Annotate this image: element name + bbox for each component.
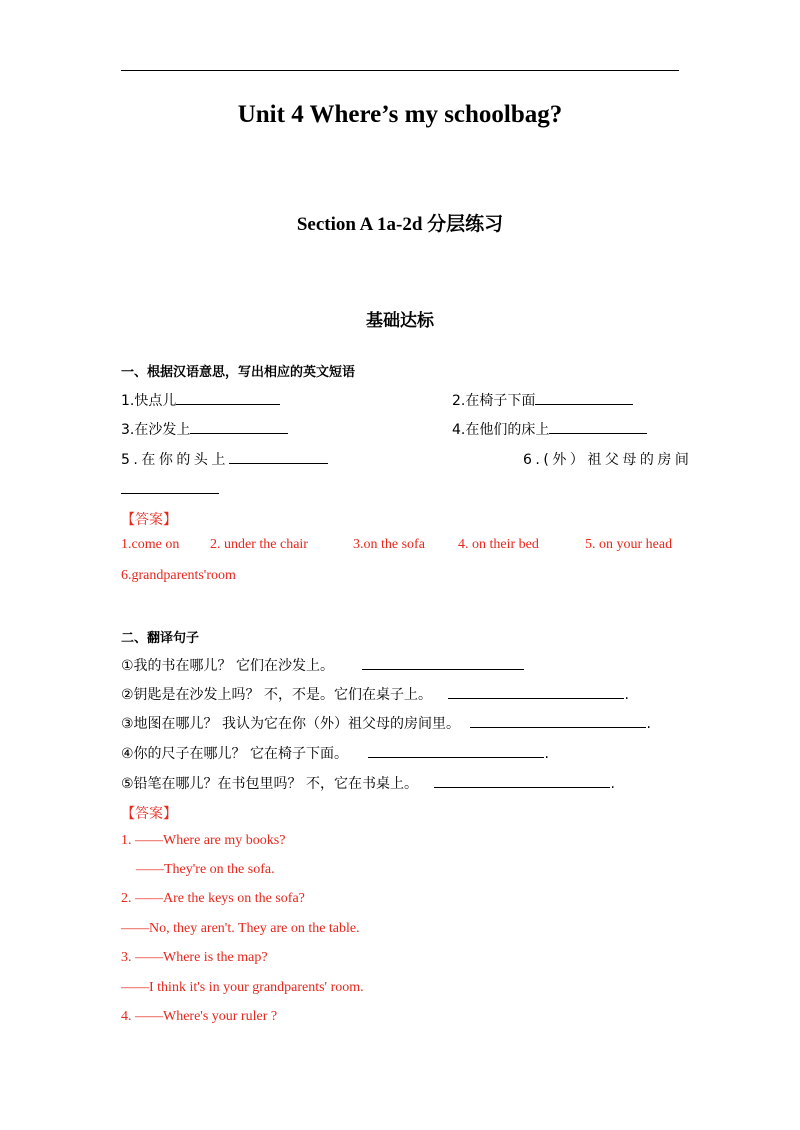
answer-blank[interactable] (121, 479, 219, 494)
part1-item-5 (121, 449, 328, 469)
answer-text: 6.grandparents'room (121, 568, 236, 583)
part1-item-4 (452, 419, 647, 439)
answer-text: 4. on their bed (458, 537, 539, 552)
item-text: ③地图在哪儿？ 我认为它在你（外）祖父母的房间里。 (121, 716, 460, 732)
part2-item-3 (121, 713, 651, 733)
item-text: ①我的书在哪儿？ 它们在沙发上。 (121, 658, 335, 674)
part1-item-3 (121, 419, 288, 439)
part1-heading: 一、根据汉语意思，写出相应的英文短语 (121, 365, 356, 380)
part2-item-2 (121, 684, 629, 704)
item-end: . (610, 776, 615, 792)
item-text: 5.在你的头上 (121, 452, 229, 468)
page-title: Unit 4 Where’s my schoolbag? (237, 101, 563, 128)
answer-text: 4. ——Where's your ruler ? (121, 1009, 278, 1024)
item-text: 2.在椅子下面 (452, 393, 536, 409)
answer-text: 3. ——Where is the map? (121, 950, 268, 965)
answer-blank[interactable] (470, 713, 646, 728)
answer-label: 【答案】 (121, 512, 177, 528)
part2-heading: 二、翻译句子 (121, 631, 200, 646)
item-text: 3.在沙发上 (121, 422, 191, 438)
answer-blank[interactable] (549, 419, 647, 434)
answer-text: 1.come on (121, 537, 180, 552)
answer-text: 2. ——Are the keys on the sofa? (121, 891, 305, 906)
answer-text: 5. on your head (585, 537, 673, 552)
part2-item-4 (121, 743, 549, 763)
answer-blank[interactable] (229, 449, 328, 464)
answer-blank[interactable] (368, 743, 544, 758)
part1-item-6 (523, 449, 692, 469)
answer-text: ——They're on the sofa. (136, 862, 275, 877)
answer-blank[interactable] (535, 390, 633, 405)
answer-blank[interactable] (190, 419, 288, 434)
answer-text: 1. ——Where are my books? (121, 833, 286, 848)
answer-label: 【答案】 (121, 806, 177, 822)
header-rule (121, 70, 679, 71)
item-end: . (646, 716, 651, 732)
item-text: 4.在他们的床上 (452, 422, 550, 438)
part2-item-1 (121, 655, 524, 675)
answer-blank[interactable] (176, 390, 280, 405)
answer-text: ——No, they aren't. They are on the table. (121, 921, 360, 936)
item-text: ④你的尺子在哪儿？ 它在椅子下面。 (121, 746, 349, 762)
level-heading: 基础达标 (366, 311, 434, 331)
item-text: 6.(外）祖父母的房间 (523, 452, 693, 468)
answer-blank[interactable] (434, 773, 610, 788)
part1-item-1 (121, 390, 280, 410)
answer-text: 3.on the sofa (353, 537, 425, 552)
answer-blank[interactable] (362, 655, 524, 670)
item-text: ②钥匙是在沙发上吗？ 不，不是。它们在桌子上。 (121, 687, 432, 703)
answer-text: ——I think it's in your grandparents' room. (121, 980, 364, 995)
item-text: ⑤铅笔在哪儿？在书包里吗？ 不，它在书桌上。 (121, 776, 418, 792)
part2-item-5 (121, 773, 615, 793)
item-end: . (624, 687, 629, 703)
answer-blank[interactable] (448, 684, 624, 699)
item-end: . (544, 746, 549, 762)
answer-text: 2. under the chair (210, 537, 308, 552)
part1-item-2 (452, 390, 633, 410)
part1-item-6-blank (121, 479, 219, 499)
item-text: 1.快点儿 (121, 393, 177, 409)
section-subtitle: Section A 1a-2d 分层练习 (296, 214, 504, 235)
